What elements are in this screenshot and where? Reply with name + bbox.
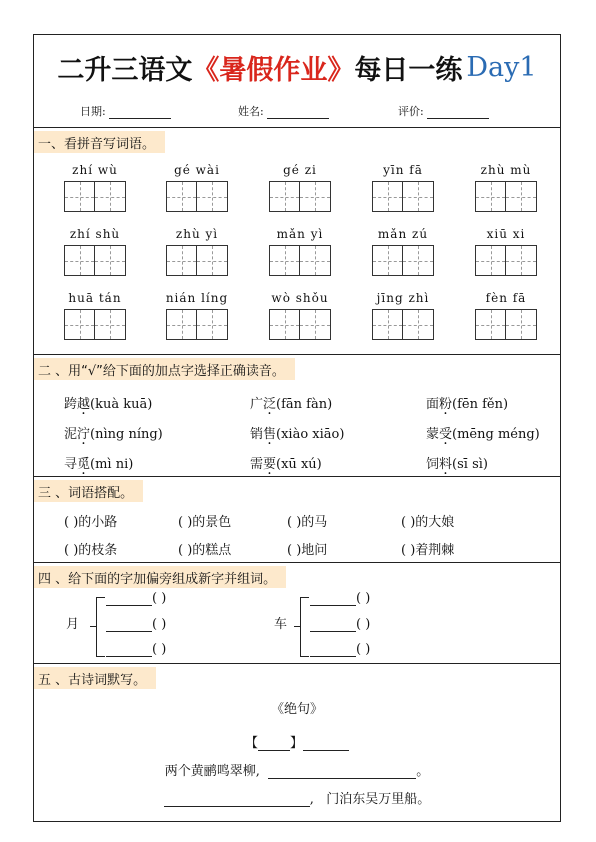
word-match-item[interactable]: ( )的小路 bbox=[64, 515, 118, 530]
date-label: 日期: bbox=[80, 105, 106, 118]
char: 跨 bbox=[64, 397, 78, 412]
word-match-item[interactable]: ( )的大娘 bbox=[401, 515, 455, 530]
bracket-close: 】 bbox=[290, 736, 304, 751]
paren: ( ) bbox=[356, 617, 371, 632]
char: 需 bbox=[250, 457, 264, 472]
paren: ( ) bbox=[356, 642, 371, 657]
char: 饲 bbox=[426, 457, 440, 472]
char: 泥 bbox=[64, 427, 78, 442]
left-blank-1[interactable] bbox=[106, 591, 166, 606]
poem-title: 《绝句》 bbox=[270, 702, 323, 717]
divider bbox=[34, 562, 560, 563]
pinyin-options: (fān fàn) bbox=[276, 397, 333, 412]
paren: ( ) bbox=[152, 642, 167, 657]
section1-heading: 一、看拼音写词语。 bbox=[34, 131, 165, 153]
pinyin-label: mǎn zú bbox=[377, 227, 429, 241]
writing-grid[interactable] bbox=[166, 309, 228, 340]
dotted-char: 觅 bbox=[77, 457, 91, 472]
pinyin-label: gé wài bbox=[174, 163, 220, 177]
title-highlight: 《暑假作业》 bbox=[192, 54, 355, 86]
pronunciation-item[interactable] bbox=[426, 393, 508, 412]
right-blank-3[interactable] bbox=[310, 642, 370, 657]
pinyin-label: zhù yì bbox=[175, 227, 219, 241]
brace-tick bbox=[90, 626, 96, 627]
brace-tick bbox=[294, 626, 300, 627]
info-row bbox=[34, 101, 560, 125]
word-match-item[interactable]: ( )的马 bbox=[287, 515, 328, 530]
poem-line-2-text: 门泊东吴万里船。 bbox=[326, 792, 431, 807]
poem-line-1-text: 两个黄鹂鸣翠柳, bbox=[164, 764, 260, 779]
pronunciation-item[interactable] bbox=[64, 453, 133, 472]
divider bbox=[34, 127, 560, 128]
pinyin-options: (kuà kuā) bbox=[90, 397, 153, 412]
char: 蒙 bbox=[426, 427, 440, 442]
left-blank-2[interactable] bbox=[106, 617, 166, 632]
pinyin-label: wò shǒu bbox=[271, 291, 329, 305]
poem-line-1-end: 。 bbox=[416, 764, 430, 779]
left-blank-3[interactable] bbox=[106, 642, 166, 657]
worksheet-frame bbox=[33, 34, 561, 822]
name-field[interactable] bbox=[238, 103, 329, 119]
writing-grid[interactable] bbox=[372, 309, 434, 340]
poem-author-line[interactable] bbox=[34, 732, 560, 751]
section2-heading: 二 、用“√”给下面的加点字选择正确读音。 bbox=[34, 358, 295, 380]
dotted-char: 泞 bbox=[77, 427, 91, 442]
writing-grid[interactable] bbox=[475, 309, 537, 340]
pronunciation-item[interactable] bbox=[64, 423, 163, 442]
dotted-char: 要 bbox=[263, 457, 277, 472]
date-field[interactable] bbox=[80, 103, 171, 119]
score-field[interactable] bbox=[398, 103, 489, 119]
pinyin-label: nián líng bbox=[165, 291, 229, 305]
pronunciation-item[interactable] bbox=[426, 453, 488, 472]
writing-grid[interactable] bbox=[64, 181, 126, 212]
pinyin-options: (mì ni) bbox=[90, 457, 134, 472]
word-match-item[interactable]: ( )地问 bbox=[287, 543, 328, 558]
title-suffix: 每日一练 bbox=[354, 54, 463, 86]
divider bbox=[34, 476, 560, 477]
pronunciation-item[interactable] bbox=[250, 393, 332, 412]
title-day: Day1 bbox=[466, 51, 537, 83]
divider bbox=[34, 354, 560, 355]
char: 销 bbox=[250, 427, 264, 442]
char: 寻 bbox=[64, 457, 78, 472]
pinyin-label: fèn fā bbox=[485, 291, 527, 305]
pinyin-label: gé zi bbox=[283, 163, 317, 177]
title-prefix: 二升三语文 bbox=[57, 54, 193, 86]
bracket-open: 【 bbox=[244, 736, 258, 751]
writing-grid[interactable] bbox=[372, 181, 434, 212]
pinyin-label: mǎn yì bbox=[276, 227, 324, 241]
left-char: 月 bbox=[66, 617, 80, 632]
pinyin-label: huā tán bbox=[68, 291, 122, 305]
right-blank-2[interactable] bbox=[310, 617, 370, 632]
writing-grid[interactable] bbox=[269, 245, 331, 276]
pinyin-options: (nìng níng) bbox=[90, 427, 163, 442]
writing-grid[interactable] bbox=[475, 245, 537, 276]
writing-grid[interactable] bbox=[166, 181, 228, 212]
word-match-item[interactable]: ( )的枝条 bbox=[64, 543, 118, 558]
poem-line-1[interactable] bbox=[34, 760, 560, 779]
right-brace bbox=[300, 597, 309, 657]
word-match-item[interactable]: ( )的景色 bbox=[178, 515, 232, 530]
writing-grid[interactable] bbox=[372, 245, 434, 276]
pinyin-label: zhí wù bbox=[72, 163, 118, 177]
right-blank-1[interactable] bbox=[310, 591, 370, 606]
writing-grid[interactable] bbox=[269, 309, 331, 340]
section5-heading: 五 、古诗词默写。 bbox=[34, 667, 156, 689]
pinyin-label: zhù mù bbox=[480, 163, 532, 177]
pronunciation-item[interactable] bbox=[64, 393, 152, 412]
poem-line-2-mid: , bbox=[309, 792, 314, 807]
dotted-char: 受 bbox=[439, 427, 453, 442]
pinyin-label: xiū xi bbox=[486, 227, 526, 241]
score-label: 评价: bbox=[398, 105, 424, 118]
writing-grid[interactable] bbox=[269, 181, 331, 212]
paren: ( ) bbox=[356, 591, 371, 606]
dotted-char: 售 bbox=[263, 427, 277, 442]
writing-grid[interactable] bbox=[64, 245, 126, 276]
writing-grid[interactable] bbox=[64, 309, 126, 340]
word-match-item[interactable]: ( )着荆棘 bbox=[401, 543, 455, 558]
section4-heading: 四 、给下面的字加偏旁组成新字并组词。 bbox=[34, 566, 286, 588]
dotted-char: 粉 bbox=[439, 397, 453, 412]
dotted-char: 泛 bbox=[263, 397, 277, 412]
pinyin-options: (xū xú) bbox=[276, 457, 322, 472]
paren: ( ) bbox=[152, 617, 167, 632]
pronunciation-item[interactable] bbox=[250, 453, 322, 472]
pinyin-options: (fēn fěn) bbox=[452, 397, 509, 412]
char: 面 bbox=[426, 397, 440, 412]
worksheet-title bbox=[34, 35, 560, 99]
char: 广 bbox=[250, 397, 264, 412]
right-char: 车 bbox=[274, 617, 288, 632]
divider bbox=[34, 663, 560, 664]
pronunciation-item[interactable] bbox=[250, 423, 344, 442]
section3-heading: 三 、词语搭配。 bbox=[34, 480, 143, 502]
left-brace bbox=[96, 597, 105, 657]
word-match-item[interactable]: ( )的糕点 bbox=[178, 543, 232, 558]
writing-grid[interactable] bbox=[166, 245, 228, 276]
poem-line-2[interactable] bbox=[34, 788, 560, 807]
dotted-char: 越 bbox=[77, 397, 91, 412]
pinyin-options: (xiào xiāo) bbox=[276, 427, 345, 442]
pinyin-label: zhí shù bbox=[69, 227, 121, 241]
pinyin-options: (mēng méng) bbox=[452, 427, 540, 442]
name-label: 姓名: bbox=[238, 105, 264, 118]
dotted-char: 料 bbox=[439, 457, 453, 472]
pinyin-options: (sī sì) bbox=[452, 457, 488, 472]
pinyin-label: jīng zhì bbox=[376, 291, 430, 305]
pinyin-label: yīn fā bbox=[383, 163, 423, 177]
paren: ( ) bbox=[152, 591, 167, 606]
pronunciation-item[interactable] bbox=[426, 423, 540, 442]
writing-grid[interactable] bbox=[475, 181, 537, 212]
